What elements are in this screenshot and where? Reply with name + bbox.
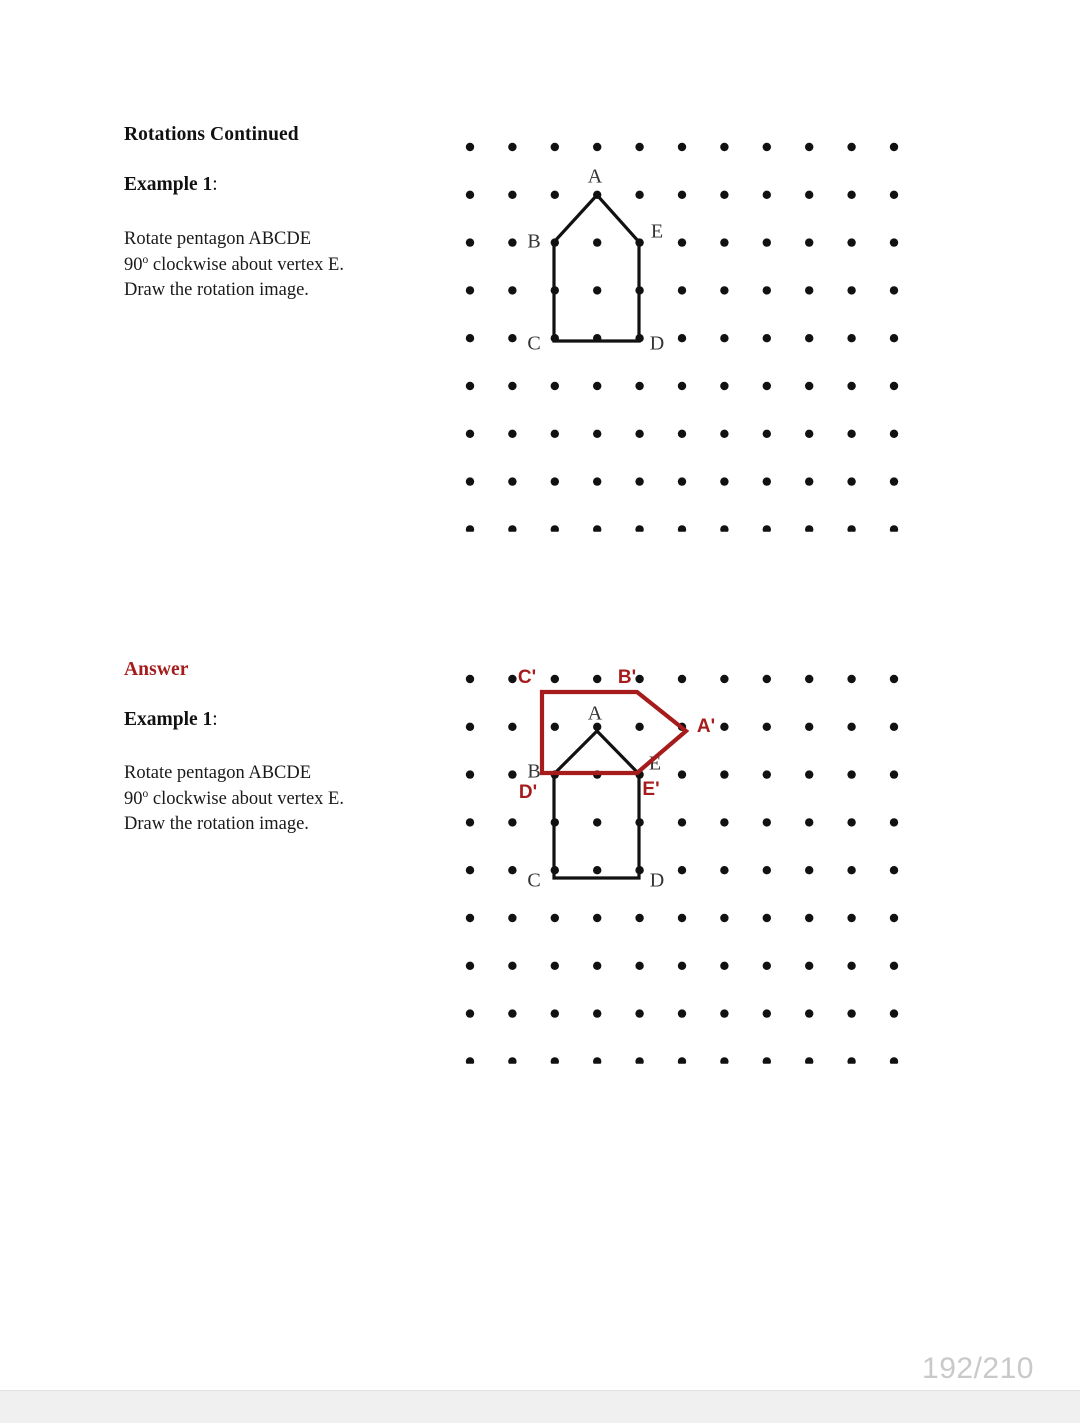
- grid-dot: [678, 962, 686, 970]
- grid-dot: [847, 914, 855, 922]
- grid-dot: [466, 866, 474, 874]
- grid-dot: [551, 675, 559, 683]
- grid-dot: [890, 914, 898, 922]
- grid-dot: [890, 675, 898, 683]
- grid-dot: [763, 1009, 771, 1017]
- degree-symbol-top: o: [142, 253, 149, 266]
- instruction-line-2-degrees-top: 90: [124, 254, 143, 275]
- grid-dot: [763, 818, 771, 826]
- grid-dot: [508, 962, 516, 970]
- viewer-footer-bar: [0, 1390, 1080, 1423]
- grid-dot: [890, 1057, 898, 1065]
- vertex-label-E: E: [648, 752, 662, 775]
- vertex-label-C: C: [527, 332, 541, 355]
- grid-dot: [890, 962, 898, 970]
- grid-dot: [890, 770, 898, 778]
- grid-dot: [805, 818, 813, 826]
- page-title: Rotations Continued: [124, 124, 299, 145]
- grid-dot: [551, 914, 559, 922]
- grid-dot: [847, 866, 855, 874]
- grid-dot: [805, 1057, 813, 1065]
- grid-dot: [593, 962, 601, 970]
- vertex-label-B-prime: B': [617, 667, 637, 689]
- grid-dot: [763, 962, 771, 970]
- grid-dot: [720, 770, 728, 778]
- grid-dot: [890, 1009, 898, 1017]
- grid-dot: [593, 1057, 601, 1065]
- grid-dot: [508, 818, 516, 826]
- grid-dot: [890, 818, 898, 826]
- grid-dot: [720, 1009, 728, 1017]
- grid-dot: [466, 914, 474, 922]
- grid-dot: [508, 675, 516, 683]
- grid-dot: [763, 866, 771, 874]
- grid-dot: [805, 1009, 813, 1017]
- grid-dot: [720, 866, 728, 874]
- grid-dot: [805, 914, 813, 922]
- grid-dot: [890, 866, 898, 874]
- instruction-line-1-answer: Rotate pentagon ABCDE: [124, 763, 312, 783]
- vertex-label-D-prime: D': [518, 782, 538, 804]
- grid-dot: [678, 770, 686, 778]
- grid-dot: [890, 723, 898, 731]
- vertex-label-B: B: [527, 230, 541, 253]
- grid-dot: [593, 675, 601, 683]
- grid-dot: [593, 1009, 601, 1017]
- grid-dot: [847, 675, 855, 683]
- grid-dot: [763, 1057, 771, 1065]
- grid-dot: [508, 1057, 516, 1065]
- grid-dot: [678, 675, 686, 683]
- grid-dot: [508, 1009, 516, 1017]
- grid-dot: [593, 914, 601, 922]
- grid-dot: [466, 818, 474, 826]
- grid-dot: [678, 1009, 686, 1017]
- vertex-label-A-prime: A': [696, 716, 716, 738]
- example-colon-top: :: [212, 174, 218, 195]
- grid-dot: [635, 962, 643, 970]
- grid-dot: [847, 723, 855, 731]
- grid-dot: [635, 1057, 643, 1065]
- grid-dot: [466, 1057, 474, 1065]
- instruction-line-1-top: Rotate pentagon ABCDE: [124, 229, 312, 249]
- grid-dot: [635, 1009, 643, 1017]
- grid-dot: [763, 770, 771, 778]
- grid-dot: [635, 675, 643, 683]
- vertex-label-D: D: [649, 869, 665, 892]
- grid-dot: [466, 962, 474, 970]
- vertex-label-A: A: [587, 165, 603, 188]
- pentagon-outline: [542, 692, 686, 773]
- grid-dot: [593, 866, 601, 874]
- grid-dot: [720, 723, 728, 731]
- grid-dot: [678, 818, 686, 826]
- grid-dot: [466, 770, 474, 778]
- grid-dot: [466, 1009, 474, 1017]
- grid-dot: [720, 818, 728, 826]
- grid-dot: [551, 962, 559, 970]
- grid-dot: [805, 866, 813, 874]
- vertex-label-B: B: [527, 760, 541, 783]
- grid-dot: [805, 770, 813, 778]
- vertex-label-A: A: [587, 702, 603, 725]
- instruction-line-2-degrees-answer: 90: [124, 788, 143, 809]
- grid-dot: [847, 962, 855, 970]
- grid-dot: [805, 962, 813, 970]
- grid-dot: [508, 770, 516, 778]
- example-colon-answer: :: [212, 709, 218, 730]
- example-number-top: Example 1: [124, 174, 213, 195]
- grid-dot: [466, 675, 474, 683]
- grid-dot: [635, 914, 643, 922]
- grid-dot: [551, 1057, 559, 1065]
- vertex-label-D: D: [649, 332, 665, 355]
- grid-dot: [805, 723, 813, 731]
- grid-dot: [466, 723, 474, 731]
- grid-dot: [763, 723, 771, 731]
- vertex-label-C-prime: C': [517, 667, 537, 689]
- grid-dot: [763, 914, 771, 922]
- grid-dot: [805, 675, 813, 683]
- instruction-line-2-rest-answer: clockwise about vertex E.: [148, 788, 344, 809]
- page-number-indicator: 192/210: [922, 1352, 1034, 1385]
- grid-dot: [763, 675, 771, 683]
- grid-dot: [678, 914, 686, 922]
- grid-dot: [508, 866, 516, 874]
- grid-dot: [508, 914, 516, 922]
- pentagon-outline: [554, 731, 639, 878]
- instruction-line-3-answer: Draw the rotation image.: [124, 814, 309, 834]
- instruction-line-3-top: Draw the rotation image.: [124, 280, 309, 300]
- grid-dot: [847, 818, 855, 826]
- grid-dot: [678, 866, 686, 874]
- instruction-line-2-rest-top: clockwise about vertex E.: [148, 254, 344, 275]
- grid-dot: [551, 723, 559, 731]
- degree-symbol-answer: o: [142, 787, 149, 800]
- grid-dot: [847, 1057, 855, 1065]
- grid-dot: [720, 914, 728, 922]
- grid-dot: [551, 1009, 559, 1017]
- grid-dot: [635, 723, 643, 731]
- grid-dot: [847, 1009, 855, 1017]
- vertex-label-C: C: [527, 869, 541, 892]
- polygon-group-1: [518, 667, 715, 803]
- vertex-label-E-prime: E': [642, 779, 660, 801]
- grid-dot: [720, 1057, 728, 1065]
- grid-dot: [508, 723, 516, 731]
- grid-dot: [720, 675, 728, 683]
- grid-dot: [847, 770, 855, 778]
- grid-dot: [593, 818, 601, 826]
- vertex-label-E: E: [650, 220, 664, 243]
- grid-dot: [720, 962, 728, 970]
- example-number-answer: Example 1: [124, 709, 213, 730]
- answer-title: Answer: [124, 659, 189, 680]
- grid-dot: [678, 1057, 686, 1065]
